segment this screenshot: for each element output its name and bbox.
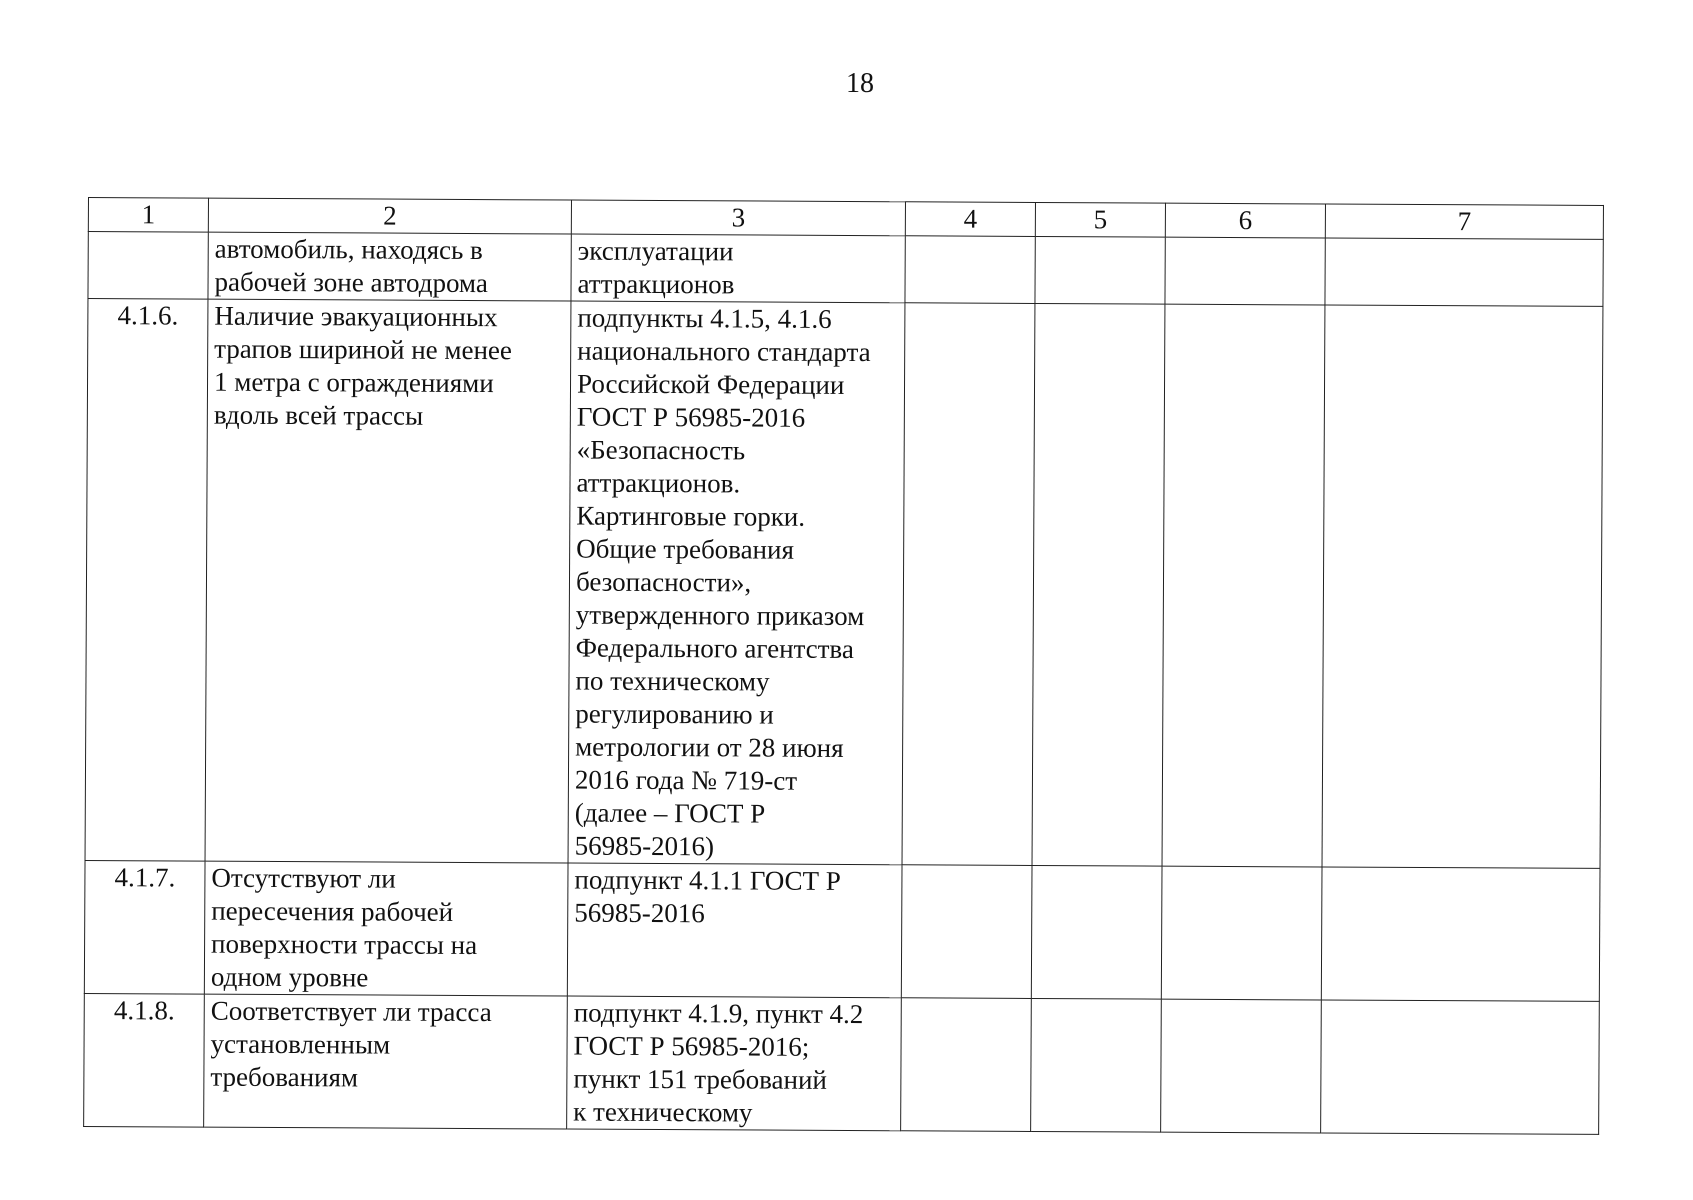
checklist-table [83, 197, 1604, 1135]
answer-cell-6 [1165, 237, 1325, 305]
answer-cell-5 [1032, 303, 1165, 866]
column-header-7: 7 [1325, 204, 1603, 239]
column-header-1: 1 [88, 198, 208, 233]
table-row [84, 993, 1600, 1134]
row-number: 4.1.7. [84, 860, 205, 994]
page-number: 18 [846, 68, 874, 99]
reference-cell: подпункты 4.1.5, 4.1.6 национального стандарта Российской Федерации ГОСТ Р 56985-2016 «Безопасность аттракционов. Картинговые горки. Общие требования безопасности», утвержденного приказом Федерального агентства по техническому регулированию и метрологии от 28 июня 2016 года № 719-ст (далее – ГОСТ Р 56985-2016) [568, 301, 905, 865]
answer-cell-4 [901, 865, 1032, 999]
answer-cell-7 [1325, 238, 1603, 306]
table-row [88, 232, 1603, 307]
answer-cell-5 [1031, 865, 1162, 999]
question-cell: Отсутствуют ли пересечения рабочей поверхности трассы на одном уровне [204, 861, 568, 996]
question-cell: Наличие эвакуационных трапов шириной не менее 1 метра с ограждениями вдоль всей трассы [205, 299, 571, 863]
answer-cell-5 [1031, 998, 1162, 1132]
question-cell: Соответствует ли трасса установленным требованиям [204, 994, 568, 1129]
answer-cell-6 [1161, 999, 1322, 1133]
answer-cell-7 [1321, 1000, 1600, 1134]
column-header-4: 4 [905, 202, 1035, 237]
answer-cell-4 [901, 998, 1032, 1132]
answer-cell-4 [905, 236, 1035, 304]
reference-cell: подпункт 4.1.1 ГОСТ Р 56985-2016 [567, 863, 902, 998]
row-number [88, 232, 208, 300]
answer-cell-7 [1322, 305, 1603, 868]
answer-cell-7 [1321, 867, 1600, 1001]
answer-cell-6 [1162, 304, 1325, 867]
reference-cell: эксплуатации аттракционов [571, 234, 905, 303]
table-row [84, 860, 1600, 1001]
question-cell: автомобиль, находясь в рабочей зоне автодрома [208, 232, 571, 301]
column-header-3: 3 [571, 200, 905, 236]
row-number: 4.1.6. [85, 299, 208, 862]
reference-cell: подпункт 4.1.9, пункт 4.2 ГОСТ Р 56985-2016; пункт 151 требований к техническому [567, 996, 902, 1131]
column-header-5: 5 [1035, 202, 1165, 237]
column-header-2: 2 [208, 198, 571, 234]
answer-cell-6 [1161, 866, 1322, 1000]
table-row [85, 299, 1603, 869]
column-header-6: 6 [1165, 203, 1325, 238]
row-number: 4.1.8. [84, 993, 205, 1127]
answer-cell-5 [1035, 236, 1165, 304]
answer-cell-4 [902, 303, 1035, 866]
